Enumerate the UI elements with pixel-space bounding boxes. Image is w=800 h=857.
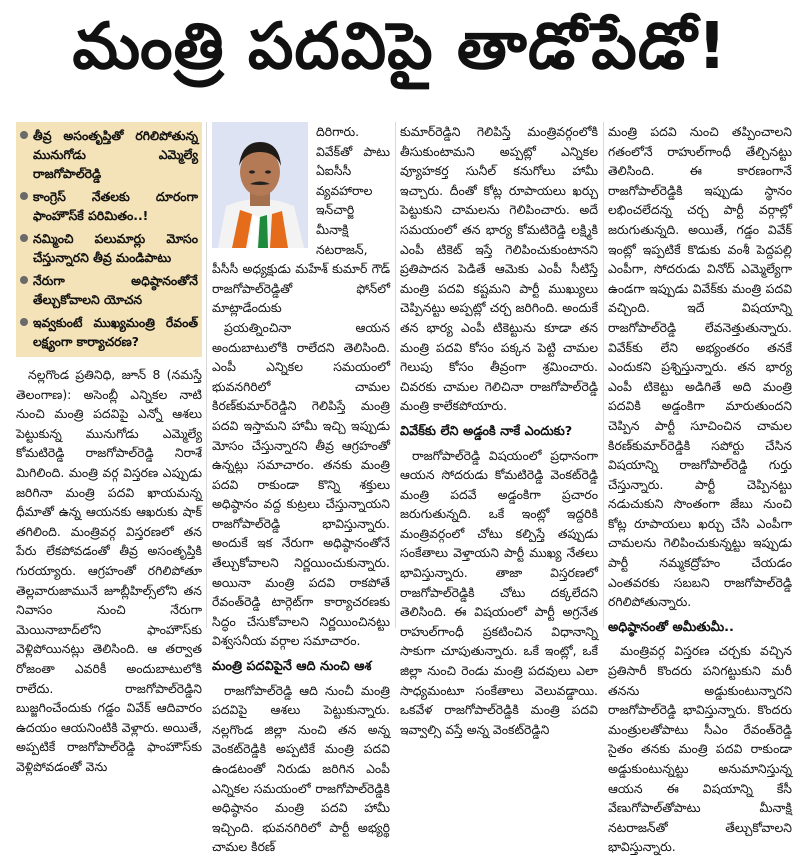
article-paragraph: మంత్రి పదవి నుంచి తప్పించాలని గతంలోనే రాహుల్‌గాంధీ తేల్చినట్టు తెలిసింది. ఈ కారణంగానే రాజగోపాల్‌రెడ్డికి ఇప్పుడు స్థానం లభించలేదన్న చర్చ పార్టీ వర్గాల్లో జరుగుతున్నది. అయితే, గడ్డం వివేక్‌ ఇంట్లో ఇప్పటికే కొడుకు వంశీ పెద్దపల్లి ఎంపీగా, సోదరుడు వినోద్‌ ఎమ్మెల్యేగా ఉండగా ఇప్పుడు వివేక్‌కు మంత్రి పదవి వచ్చింది. ఇదే విషయాన్ని రాజగోపాల్‌రెడ్డి లేవనెత్తుతున్నారు. వివేక్‌కు లేని అభ్యంతరం తనకే ఎందుకని ప్రశ్నిస్తున్నారు. తన భార్య ఎంపీ టికెట్టు అడిగితే అది మంత్రి పదవికి అడ్డంకిగా మారుతుందని చెప్పిన పార్టీ సూచించిన చామల కిరణ్‌కుమార్‌రెడ్డికి సపోర్టు చేసిన విషయాన్ని రాజగోపాల్‌రెడ్డి గుర్తు చేస్తున్నారు. పార్టీ చెప్పినట్టు నడుచుకుని సొంతంగా జేబు నుంచి కోట్ల రూపాయలు ఖర్చు చేసి ఎంపీగా చామలను గెలిపించుకున్నట్టు ఇప్పుడు పార్టీ నమ్మకద్రోహం చేయడం ఎంతవరకు సబబని రాజగోపాల్‌రెడ్డి రగిలిపోతున్నారు. [608, 124, 792, 610]
highlight-text: నమ్మించి పలుమార్లు మోసం చేస్తున్నారని తీవ్ర మండిపాటు [33, 231, 198, 265]
highlight-text: కాంగ్రెస్‌ నేతలకు దూరంగా ఫాంహౌస్‌కే పరిమితం..! [33, 189, 198, 223]
section-subhead: అధిష్ఠానంతో అమీతుమీ.. [608, 619, 734, 635]
column-divider [395, 122, 396, 628]
column-divider [206, 122, 207, 628]
bullet-icon [20, 234, 28, 242]
highlight-item [20, 313, 198, 351]
politician-photo [212, 122, 308, 248]
bullet-icon [20, 192, 28, 200]
highlight-item [20, 126, 198, 183]
article-paragraph: దిరిగారు. వివేక్‌తో పాటు ఏఐసీసీ వ్యవహారాల ఇన్‌చార్జి మీనాక్షి నటరాజన్‌, పీసీసీ అధ్యక్షుడు మహేశ్‌ కుమార్‌ గౌడ్‌ రాజగోపాల్‌రెడ్డితో ఫోన్‌లో మాట్లాడేందుకు [212, 124, 390, 316]
article-paragraph: రాజగోపాల్‌రెడ్డి విషయంలో ప్రధానంగా ఆయన సోదరుడు కోమటిరెడ్డి వెంకట్‌రెడ్డి మంత్రి పదవే అడ్డంకిగా ప్రచారం జరుగుతున్నది. ఒకే ఇంట్లో ఇద్దరికి మంత్రివర్గంలో చోటు కల్పిస్తే తప్పుడు సంకేతాలు వెళ్తాయని పార్టీ ముఖ్య నేతలు భావిస్తున్నారు. తాజా విస్తరణలో రాజగోపాల్‌రెడ్డికి చోటు దక్కలేదని తెలిసింది. ఈ విషయంలో పార్టీ అగ్రనేత రాహుల్‌గాంధీ ప్రకటించిన విధానాన్ని సాకుగా చూపుతున్నారు. ఒకే ఇంట్లో, ఒకే జిల్లా నుంచి రెండు మంత్రి పదవులు ఎలా సాధ్యమంటూ సంకేతాలు వెలువడ్డాయి. ఒకవేళ రాజగోపాల్‌రెడ్డికి మంత్రి పదవి ఇవ్వాల్సి వస్తే అన్న వెంకట్‌రెడ్డిని [400, 447, 598, 737]
article-column-1 [16, 122, 202, 774]
page-headline: మంత్రి పదవిపై తాడోపేడో! [72, 9, 728, 84]
article-paragraph: ప్రయత్నించినా ఆయన అందుబాటులోకి రాలేదని తెలిసింది. ఎంపీ ఎన్నికల సమయంలో భువనగిరిలో చామల కిరణ్‌కుమార్‌రెడ్డిని గెలిపిస్తే మంత్రి పదవి ఇస్తామని హామీ ఇచ్చి ఇప్పుడు మోసం చేస్తున్నారని తీవ్ర ఆగ్రహంతో ఉన్నట్లు సమాచారం. తనకు మంత్రి పదవి రాకుండా కొన్ని శక్తులు అధిష్ఠానం వద్ద కుట్రలు చేస్తున్నాయని రాజగోపాల్‌రెడ్డి భావిస్తున్నారు. అందుకే ఇక నేరుగా అధిష్ఠానంతోనే తేల్చుకోవాలని నిర్ణయించుకున్నారు. అయినా మంత్రి పదవి రాకపోతే రేవంత్‌రెడ్డి టార్గెట్‌గా కార్యాచరణకు సిద్ధం చేసుకోవాలని నిర్ణయించినట్టు విశ్వసనీయ వర్గాల సమాచారం. [212, 319, 390, 649]
bullet-icon [20, 276, 28, 284]
politician-portrait-icon [212, 122, 308, 248]
article-paragraph: కుమార్‌రెడ్డిని గెలిపిస్తే మంత్రివర్గంలోకి తీసుకుంటామని అప్పట్లో ఎన్నికల వ్యూహకర్త సునీల్‌ కనుగోలు హామీ ఇచ్చారు. దీంతో కోట్ల రూపాయలు ఖర్చు పెట్టుకుని చామలను గెలిపించారు. అదే సమయంలో తన భార్య కోమటిరెడ్డి లక్ష్మికి ఎంపీ టికెట్‌ ఇస్తే గెలిపించుకుంటానని ప్రతిపాదన పెడితే ఆమెకు ఎంపీ సీటిస్తే మంత్రి పదవి కష్టమని పార్టీ ముఖ్యులు చెప్పినట్టు అప్పట్లో చర్చ జరిగింది. అందుకే తన భార్య ఎంపీ టికెట్టును కూడా తన మంత్రి పదవి కోసం పక్కన పెట్టి చామల గెలుపు కోసం తీవ్రంగా శ్రమించారు. చివరకు చామల గెలిచినా రాజగోపాల్‌రెడ్డి మంత్రి కాలేకపోయారు. [400, 124, 598, 414]
highlight-text: తీవ్ర అసంతృప్తితో రగిలిపోతున్న మునుగోడు ఎమ్మెల్యే రాజగోపాల్‌రెడ్డి [33, 128, 198, 181]
bullet-icon [20, 318, 28, 326]
article-column-4 [608, 122, 792, 855]
bullet-icon [20, 131, 28, 139]
highlights-box [16, 122, 202, 357]
highlight-item [20, 187, 198, 225]
column-divider [603, 122, 604, 628]
article-paragraph: నల్లగొండ ప్రతినిధి, జూన్‌ 8 (నమస్తే తెలంగాణ): అసెంబ్లీ ఎన్నికల నాటి నుంచి మంత్రి పదవిపై ఎన్నో ఆశలు పెట్టుకున్న మునుగోడు ఎమ్మెల్యే కోమటిరెడ్డి రాజగోపాల్‌రెడ్డి నిరాశే మిగిలింది. మంత్రి వర్గ విస్తరణ ఎప్పుడు జరిగినా మంత్రి పదవి ఖాయమన్న ధీమాతో ఉన్న ఆయనకు ఆఖరుకు షాక్‌ తగిలింది. మంత్రివర్గ విస్తరణలో తన పేరు లేకపోవడంతో తీవ్ర అసంతృప్తికి గురయ్యారు. ఆగ్రహంతో రగిలిపోతూ తెల్లవారుజామునే జూబ్లీహిల్స్‌లోని తన నివాసం నుంచి నేరుగా మెయినాబాద్‌లోని ఫాంహౌస్‌కు వెళ్లిపోయినట్లు తెలిసింది. ఆ తర్వాత రోజంతా ఎవరికీ అందుబాటులోకి రాలేదు. రాజగోపాల్‌రెడ్డిని బుజ్జగించేందుకు గడ్డం వివేక్‌ ఆదివారం ఉదయం ఆయనింటికి వెళ్లారు. అయితే, అప్పటికే రాజగోపాల్‌రెడ్డి ఫాంహౌస్‌కు వెళ్లిపోవడంతో వెను [16, 367, 202, 774]
section-subhead: మంత్రి పదవిపైనే ఆది నుంచి ఆశ [212, 659, 372, 675]
highlight-text: నేరుగా అధిష్ఠానంతోనే తేల్చుకోవాలని యోచన [33, 273, 198, 307]
highlight-item [20, 229, 198, 267]
article-paragraph: మంత్రివర్గ విస్తరణ చర్చకు వచ్చిన ప్రతిసారీ కొందరు పనిగట్టుకుని మరీ తనను అడ్డుకుంటున్నారని రాజగోపాల్‌రెడ్డి భావిస్తున్నారు. కొందరు మంత్రులతోపాటు సీఎం రేవంత్‌రెడ్డి సైతం తనకు మంత్రి పదవి రాకుండా అడ్డుకుంటున్నట్టు అనుమానిస్తున్న ఆయన ఈ విషయాన్ని కేసీ వేణుగోపాల్‌తోపాటు మీనాక్షి నటరాజన్‌తో తేల్చుకోవాలని భావిస్తున్నారు. [608, 643, 792, 855]
article-column-3 [400, 122, 598, 737]
article-paragraph: రాజగోపాల్‌రెడ్డి ఆది నుంచీ మంత్రి పదవిపై ఆశలు పెట్టుకున్నారు. నల్లగొండ జిల్లా నుంచి తన అన్న వెంకట్‌రెడ్డికి అప్పటికే మంత్రి పదవి ఉండటంతో నిరుడు జరిగిన ఎంపీ ఎన్నికల సమయంలో రాజగోపాల్‌రెడ్డికి అధిష్ఠానం మంత్రి పదవి హామీ ఇచ్చింది. భువనగిరిలో పార్టీ అభ్యర్థి చామల కిరణ్‌ [212, 682, 390, 855]
section-subhead: వివేక్‌కు లేని అడ్డంకి నాకే ఎందుకు? [400, 423, 573, 439]
article-column-2 [212, 122, 390, 855]
highlight-item [20, 271, 198, 309]
highlight-text: ఇవ్వకుంటే ముఖ్యమంత్రి రేవంత్‌ లక్ష్యంగా కార్యాచరణ? [33, 315, 198, 349]
